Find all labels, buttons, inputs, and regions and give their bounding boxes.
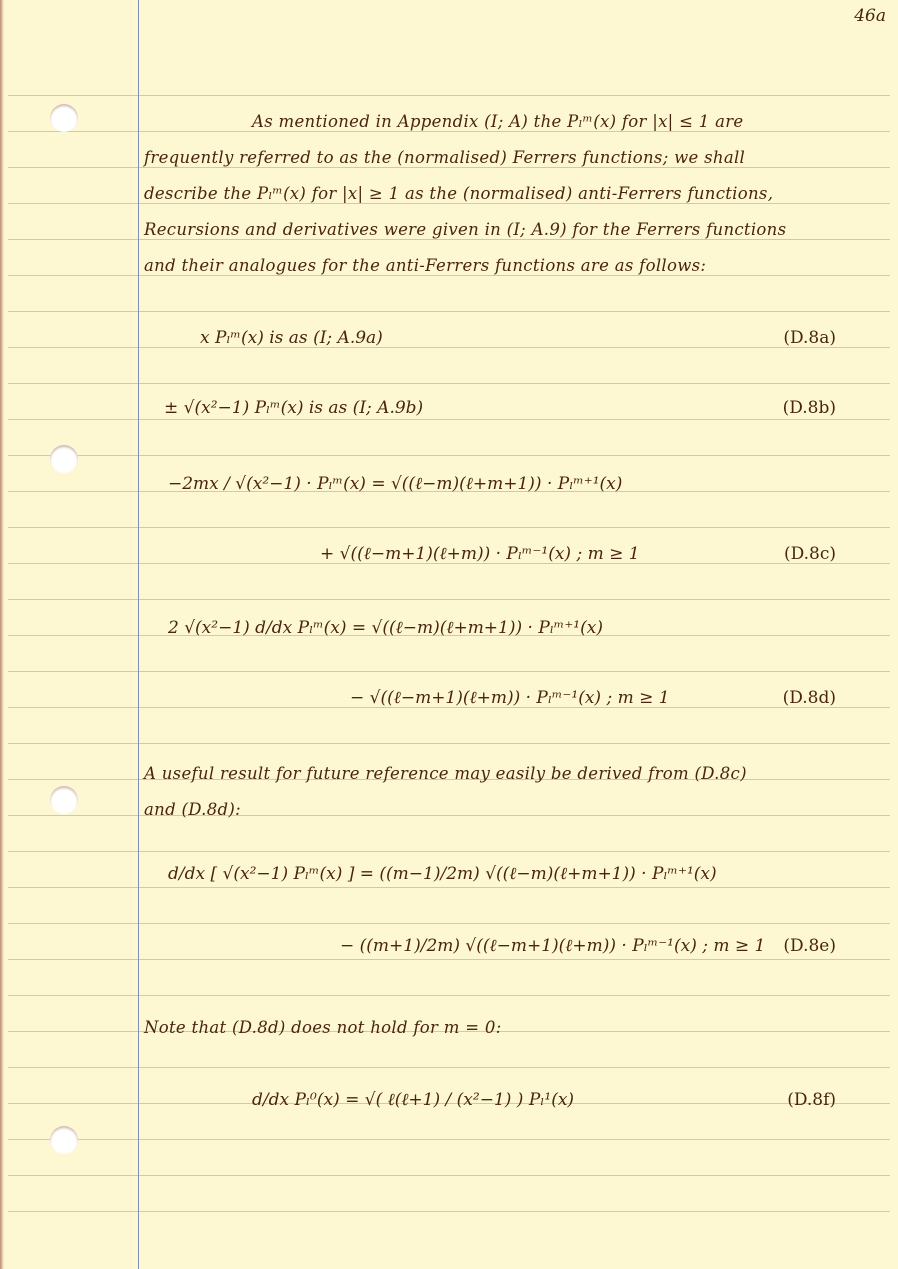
- equation-label-d8a: (D.8a): [783, 328, 836, 348]
- page-number: 46a: [854, 6, 886, 26]
- equation-label-d8e: (D.8e): [783, 936, 836, 956]
- equation-label-d8b: (D.8b): [782, 398, 836, 418]
- ruled-line: [8, 995, 890, 996]
- ruled-line: [8, 311, 890, 312]
- punch-hole: [50, 104, 78, 132]
- punch-hole: [50, 1126, 78, 1154]
- equation-d8c-line2: + √((ℓ−m+1)(ℓ+m)) · Pₗᵐ⁻¹(x) ; m ≥ 1: [320, 544, 640, 564]
- paragraph-line: frequently referred to as the (normalised) Ferrers functions; we shall: [144, 148, 746, 167]
- equation-d8d-line2: − √((ℓ−m+1)(ℓ+m)) · Pₗᵐ⁻¹(x) ; m ≥ 1: [350, 688, 670, 708]
- ruled-line: [8, 203, 890, 204]
- equation-label-d8f: (D.8f): [787, 1090, 836, 1110]
- page-edge: [0, 0, 4, 1269]
- equation-d8a: x Pₗᵐ(x) is as (I; A.9a): [200, 328, 383, 348]
- equation-label-d8c: (D.8c): [783, 544, 836, 564]
- ruled-line: [8, 275, 890, 276]
- equation-d8e-line2: − ((m+1)/2m) √((ℓ−m+1)(ℓ+m)) · Pₗᵐ⁻¹(x) ; m ≥ 1: [340, 936, 766, 956]
- equation-d8f: d/dx Pₗ⁰(x) = √( ℓ(ℓ+1) / (x²−1) ) Pₗ¹(x): [252, 1090, 575, 1110]
- ruled-line: [8, 347, 890, 348]
- ruled-line: [8, 131, 890, 132]
- paragraph-line: As mentioned in Appendix (I; A) the Pₗᵐ(x) for |x| ≤ 1 are: [252, 112, 744, 131]
- equation-d8c-line1: −2mx / √(x²−1) · Pₗᵐ(x) = √((ℓ−m)(ℓ+m+1)) · Pₗᵐ⁺¹(x): [168, 474, 623, 494]
- paragraph-line: Recursions and derivatives were given in (I; A.9) for the Ferrers functions: [144, 220, 787, 239]
- ruled-line: [8, 815, 890, 816]
- margin-line: [138, 0, 139, 1269]
- punch-hole: [50, 445, 78, 473]
- ruled-line: [8, 419, 890, 420]
- equation-label-d8d: (D.8d): [782, 688, 836, 708]
- equation-d8b: ± √(x²−1) Pₗᵐ(x) is as (I; A.9b): [164, 398, 424, 418]
- ruled-line: [8, 1067, 890, 1068]
- ruled-line: [8, 923, 890, 924]
- paragraph-line: describe the Pₗᵐ(x) for |x| ≥ 1 as the (normalised) anti-Ferrers functions,: [144, 184, 774, 203]
- ruled-line: [8, 1175, 890, 1176]
- equation-d8d-line1: 2 √(x²−1) d/dx Pₗᵐ(x) = √((ℓ−m)(ℓ+m+1)) · Pₗᵐ⁺¹(x): [168, 618, 603, 638]
- ruled-line: [8, 671, 890, 672]
- equation-d8e-line1: d/dx [ √(x²−1) Pₗᵐ(x) ] = ((m−1)/2m) √((ℓ−m)(ℓ+m+1)) · Pₗᵐ⁺¹(x): [168, 864, 717, 884]
- ruled-line: [8, 527, 890, 528]
- ruled-line: [8, 959, 890, 960]
- ruled-line: [8, 455, 890, 456]
- paragraph-line: and (D.8d):: [144, 800, 241, 819]
- paragraph-line: Note that (D.8d) does not hold for m = 0:: [144, 1018, 502, 1037]
- ruled-line: [8, 239, 890, 240]
- ruled-line: [8, 743, 890, 744]
- ruled-line: [8, 1139, 890, 1140]
- paragraph-line: A useful result for future reference may easily be derived from (D.8c): [144, 764, 747, 783]
- paragraph-line: and their analogues for the anti-Ferrers functions are as follows:: [144, 256, 707, 275]
- ruled-line: [8, 1211, 890, 1212]
- ruled-line: [8, 383, 890, 384]
- ruled-line: [8, 599, 890, 600]
- ruled-line: [8, 851, 890, 852]
- ruled-line: [8, 887, 890, 888]
- ruled-line: [8, 167, 890, 168]
- punch-hole: [50, 786, 78, 814]
- ruled-line: [8, 95, 890, 96]
